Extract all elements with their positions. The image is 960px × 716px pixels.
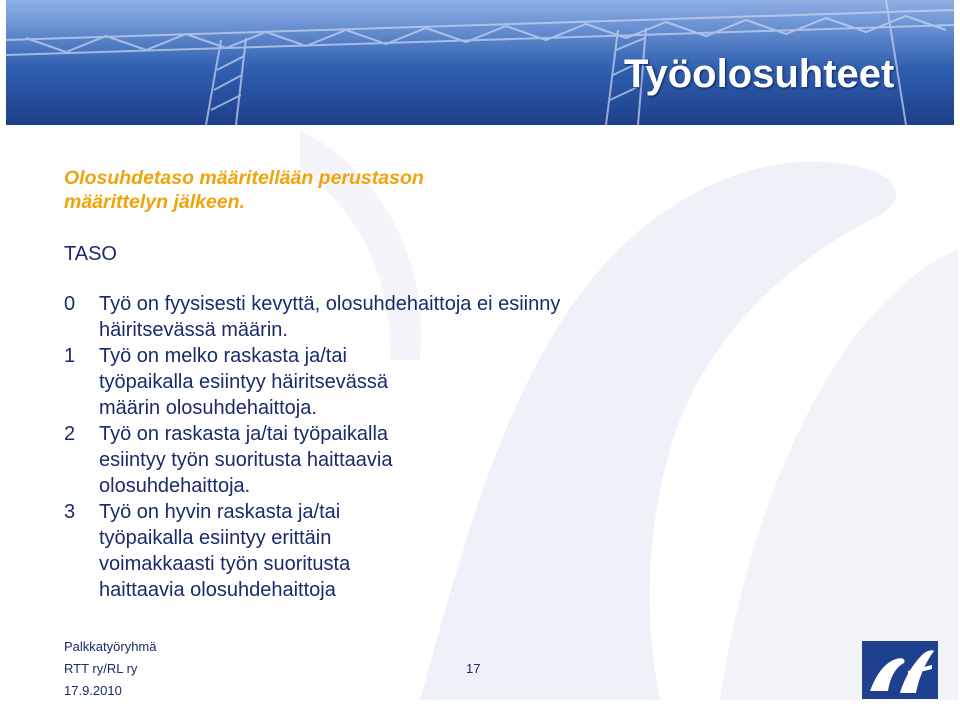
level-list [64, 291, 624, 603]
level-heading: TASO [64, 243, 117, 265]
title-banner [6, 0, 954, 125]
level-item [64, 421, 624, 499]
level-description: Työ on hyvin raskasta ja/tai työpaikalla esiintyy erittäin voimakkaasti työn suoritusta haittaavia olosuhdehaittoja [99, 501, 351, 601]
slide-title: Työolosuhteet [624, 52, 895, 96]
level-description: Työ on melko raskasta ja/tai työpaikalla esiintyy häiritsevässä määrin olosuhdehaittoja. [99, 345, 389, 419]
footer-info [64, 636, 156, 702]
footer-group-name: Palkkatyöryhmä [64, 639, 157, 654]
page-number: 17 [466, 661, 481, 676]
level-description: Työ on fyysisesti kevyttä, olosuhdehaittoja ei esiinny häiritsevässä määrin. [99, 293, 561, 341]
footer-date: 17.9.2010 [64, 683, 122, 698]
level-item [64, 343, 624, 421]
level-number: 2 [64, 423, 76, 445]
footer-organizations: RTT ry/RL ry [64, 661, 138, 676]
level-number: 3 [64, 501, 76, 523]
intro-text: Olosuhdetaso määritellään perustason määrittelyn jälkeen. [64, 167, 424, 213]
level-number: 1 [64, 345, 76, 367]
level-item [64, 499, 624, 603]
level-number: 0 [64, 293, 76, 315]
rtt-logo-icon [862, 641, 938, 699]
level-description: Työ on raskasta ja/tai työpaikalla esiintyy työn suoritusta haittaavia olosuhdehaittoja. [99, 423, 393, 497]
level-item [64, 291, 624, 343]
